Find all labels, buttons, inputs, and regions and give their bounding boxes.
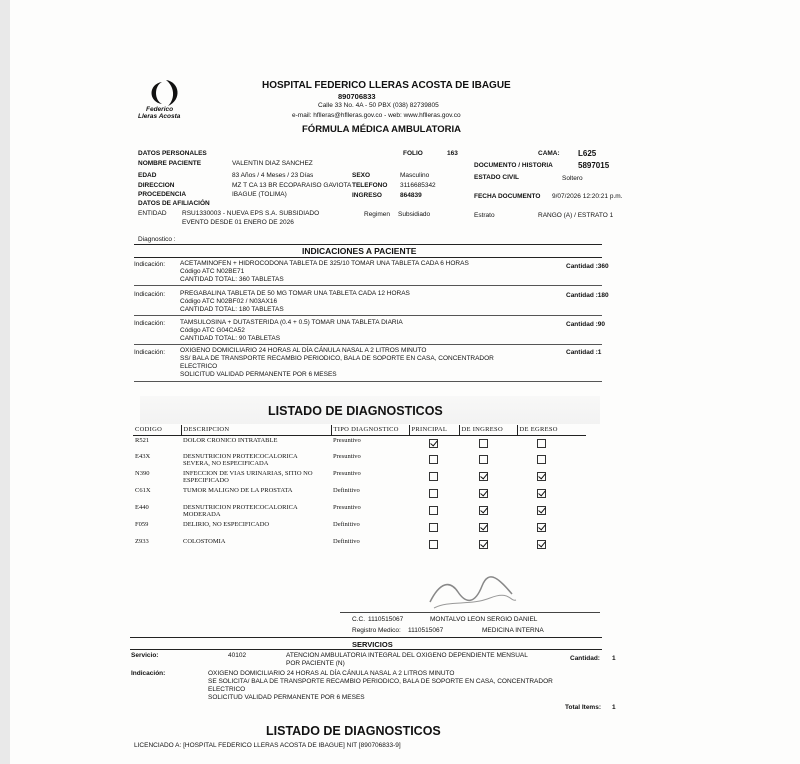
col-ingreso: DE INGRESO (459, 425, 517, 435)
egreso-checkbox[interactable] (537, 489, 546, 498)
servicio-ind-line3: ELECTRICO (208, 686, 246, 693)
indicaciones-title-rule (134, 257, 602, 258)
descripcion-cell (181, 520, 331, 537)
afiliacion-label: DATOS DE AFILIACIÓN (138, 200, 210, 207)
diagnostico-label: Diagnostico : (138, 236, 176, 243)
telefono-value: 3116685342 (400, 182, 436, 189)
servicio-ind-line2: SE SOLICITA/ BALA DE TRANSPORTE RECAMBIO PERIODICO, BALA DE SOPORTE EN CASA, CONCENTRADOR (208, 678, 553, 685)
servicio-indicacion-label: Indicación: (131, 670, 166, 677)
hospital-name: HOSPITAL FEDERICO LLERAS ACOSTA DE IBAGUE (262, 80, 511, 91)
col-codigo: CODIGO (133, 425, 181, 435)
egreso-cell (517, 435, 586, 452)
entidad-value-2: EVENTO DESDE 01 ENERO DE 2026 (182, 219, 294, 226)
tipo-cell: Presuntivo (333, 436, 361, 444)
tipo-cell: Presuntivo (333, 470, 361, 477)
principal-cell (409, 486, 459, 503)
principal-checkbox[interactable] (429, 506, 438, 515)
indicacion-label: Indicación: (134, 261, 166, 268)
servicio-label: Servicio: (131, 652, 159, 659)
egreso-cell (517, 452, 586, 469)
sexo-value: Masculino (400, 172, 430, 179)
signature-stamp (420, 572, 520, 614)
egreso-checkbox[interactable] (537, 455, 546, 464)
indicaciones-title: INDICACIONES A PACIENTE (302, 246, 417, 256)
fecha-value: 9/07/2026 12:20:21 p.m. (552, 193, 623, 200)
indicacion-divider (134, 285, 602, 286)
codigo-cell: E440 (135, 504, 149, 511)
descripcion-line1: DELIRIO, NO ESPECIFICADO (183, 521, 270, 528)
registro-value: 1110515067 (408, 627, 444, 634)
logo-text-line2: Lleras Acosta (138, 113, 181, 120)
fecha-label: FECHA DOCUMENTO (474, 193, 541, 200)
descripcion-cell (181, 435, 331, 452)
descripcion-line1: COLOSTOMIA (183, 538, 226, 545)
ingreso-label: INGRESO (352, 192, 382, 199)
principal-cell (409, 520, 459, 537)
principal-cell (409, 469, 459, 486)
indicacion-divider (134, 344, 602, 345)
entidad-label: ENTIDAD (138, 210, 167, 217)
ingreso-checkbox[interactable] (479, 540, 488, 549)
estado-civil-label: ESTADO CIVIL (474, 174, 520, 181)
table-row (133, 452, 586, 469)
egreso-checkbox[interactable] (537, 439, 546, 448)
datos-personales-label: DATOS PERSONALES (138, 150, 207, 157)
indicacion-cantidad: Cantidad :90 (566, 321, 606, 328)
servicios-top-rule (130, 637, 602, 638)
indicacion-line1: PREGABALINA TABLETA DE 50 MG TOMAR UNA TABLETA CADA 12 HORAS (180, 290, 410, 297)
descripcion-cell (181, 537, 331, 554)
codigo-cell: C61X (135, 487, 151, 494)
procedencia-label: PROCEDENCIA (138, 191, 187, 198)
ingreso-cell (459, 503, 517, 520)
table-row (133, 537, 586, 554)
principal-cell (409, 452, 459, 469)
total-items-label: Total Items: (565, 704, 601, 711)
egreso-checkbox[interactable] (537, 472, 546, 481)
ingreso-checkbox[interactable] (479, 489, 488, 498)
indicacion-divider (134, 315, 602, 316)
principal-checkbox[interactable] (429, 472, 438, 481)
egreso-checkbox[interactable] (537, 540, 546, 549)
descripcion-line2: MODERADA (183, 511, 221, 518)
ingreso-cell (459, 486, 517, 503)
ingreso-cell (459, 537, 517, 554)
indicacion-line1: ACETAMINOFEN + HIDROCODONA TABLETA DE 325/10 TOMAR UNA TABLETA CADA 6 HORAS (180, 260, 469, 267)
servicio-cantidad-value: 1 (612, 655, 616, 662)
diagnosticos-title: LISTADO DE DIAGNOSTICOS (268, 404, 443, 418)
folio-value: 163 (447, 150, 458, 157)
indicacion-line4: SOLICITUD VALIDAD PERMANENTE POR 6 MESES (180, 371, 337, 378)
footer-diagnosticos-title: LISTADO DE DIAGNOSTICOS (266, 724, 441, 738)
tipo-cell: Definitivo (333, 538, 360, 545)
edad-label: EDAD (138, 172, 157, 179)
descripcion-line2: SEVERA, NO ESPECIFICADA (183, 460, 269, 467)
indicacion-line2: Código ATC G04CA52 (180, 327, 245, 334)
egreso-cell (517, 486, 586, 503)
documento-label: DOCUMENTO / HISTORIA (474, 162, 553, 169)
col-egreso: DE EGRESO (517, 425, 586, 435)
estrato-label: Estrato (474, 212, 495, 219)
tipo-cell: Presuntivo (333, 453, 361, 460)
principal-checkbox[interactable] (429, 540, 438, 549)
indicacion-cantidad: Cantidad :1 (566, 349, 602, 356)
direccion-label: DIRECCION (138, 182, 175, 189)
descripcion-line1: INFECCION DE VIAS URINARIAS, SITIO NO (183, 470, 313, 477)
codigo-cell: Z933 (135, 538, 149, 545)
hospital-address: Calle 33 No. 4A - 50 PBX (038) 82739805 (318, 102, 439, 109)
descripcion-line1: DOLOR CRONICO INTRATABLE (183, 436, 278, 444)
signature-rule (340, 612, 600, 613)
ingreso-checkbox[interactable] (479, 523, 488, 532)
entidad-value-1: RSU1330003 - NUEVA EPS S.A. SUBSIDIADO (182, 210, 320, 217)
tipo-cell: Presuntivo (333, 504, 361, 511)
codigo-cell: R521 (135, 436, 150, 444)
principal-cell (409, 537, 459, 554)
codigo-cell: F059 (135, 521, 149, 528)
ingreso-cell (459, 469, 517, 486)
servicio-desc-1: ATENCION AMBULATORIA INTEGRAL DEL OXIGENO DEPENDIENTE MENSUAL (286, 652, 528, 659)
registro-label: Registro Medico: (352, 627, 401, 634)
egreso-cell (517, 469, 586, 486)
egreso-checkbox[interactable] (537, 523, 546, 532)
principal-cell (409, 435, 459, 452)
hospital-contact: e-mail: hflleras@hflleras.gov.co - web: www.hflleras.gov.co (292, 112, 461, 119)
codigo-cell: E43X (135, 453, 151, 460)
egreso-cell (517, 537, 586, 554)
indicacion-line2: SS/ BALA DE TRANSPORTE RECAMBIO PERIODICO, BALA DE SOPORTE EN CASA, CONCENTRADOR (180, 355, 494, 362)
ingreso-value: 864839 (400, 192, 422, 199)
descripcion-cell (181, 469, 331, 486)
egreso-cell (517, 503, 586, 520)
egreso-cell (517, 520, 586, 537)
documento-value: 5897015 (578, 161, 610, 170)
descripcion-line1: DESNUTRICION PROTEICOCALORICA (183, 504, 298, 511)
table-row (133, 503, 586, 520)
ingreso-checkbox[interactable] (479, 506, 488, 515)
folio-label: FOLIO (403, 150, 423, 157)
servicio-desc-2: POR PACIENTE (N) (286, 660, 345, 667)
ingreso-cell (459, 520, 517, 537)
col-tipo: TIPO DIAGNOSTICO (331, 425, 409, 435)
principal-checkbox[interactable] (429, 489, 438, 498)
direccion-value: MZ T CA 13 BR ECOPARAISO GAVIOTA (232, 182, 352, 189)
edad-value: 83 Años / 4 Meses / 23 Días (232, 172, 314, 179)
principal-checkbox[interactable] (429, 455, 438, 464)
descripcion-cell (181, 486, 331, 503)
indicacion-line3: CANTIDAD TOTAL: 180 TABLETAS (180, 306, 284, 313)
servicio-ind-line1: OXIGENO DOMICILIARIO 24 HORAS AL DÍA CÁNULA NASAL A 2 LITROS MINUTO (208, 670, 455, 677)
indicacion-cantidad: Cantidad :180 (566, 292, 609, 299)
hospital-nit: 890706833 (338, 92, 376, 101)
servicios-title-rule (130, 649, 602, 650)
logo-text-line1: Federico (146, 106, 174, 113)
indicacion-line1: TAMSULOSINA + DUTASTERIDA (0.4 + 0.5) TOMAR UNA TABLETA DIARIA (180, 319, 403, 326)
descripcion-cell (181, 452, 331, 469)
estrato-value: RANGO (A) / ESTRATO 1 (538, 212, 614, 219)
ingreso-cell (459, 452, 517, 469)
descripcion-line2: ESPECIFICADO (183, 477, 229, 484)
cc-label: C.C. (352, 616, 365, 623)
ingreso-checkbox[interactable] (479, 439, 488, 448)
indicacion-line2: Código ATC N02BE71 (180, 268, 245, 275)
egreso-checkbox[interactable] (537, 506, 546, 515)
nombre-value: VALENTIN DIAZ SANCHEZ (232, 160, 313, 167)
tipo-cell: Definitivo (333, 487, 360, 494)
regimen-label: Regimen (364, 211, 391, 218)
descripcion-cell (181, 503, 331, 520)
indicacion-label: Indicación: (134, 320, 166, 327)
especialidad: MEDICINA INTERNA (482, 627, 544, 634)
codigo-cell: N390 (135, 470, 150, 477)
cama-value: L625 (578, 149, 597, 158)
estado-civil-value: Soltero (562, 175, 583, 182)
ingreso-cell (459, 435, 517, 452)
tipo-cell: Definitivo (333, 521, 360, 528)
descripcion-line1: DESNUTRICION PROTEICOCALORICA (183, 453, 298, 460)
servicio-cantidad-label: Cantidad: (570, 655, 600, 662)
telefono-label: TELEFONO (352, 182, 388, 189)
diagnosticos-body (133, 435, 586, 554)
col-descripcion: DESCRIPCION (181, 425, 331, 435)
table-row (133, 520, 586, 537)
principal-cell (409, 503, 459, 520)
table-header-row (133, 425, 586, 435)
ingreso-checkbox[interactable] (479, 455, 488, 464)
descripcion-line1: TUMOR MALIGNO DE LA PROSTATA (183, 487, 293, 494)
indicacion-line3: ELECTRICO (180, 363, 218, 370)
principal-checkbox[interactable] (429, 439, 438, 448)
indicaciones-top-rule (134, 244, 602, 245)
indicacion-label: Indicación: (134, 349, 166, 356)
servicios-title: SERVICIOS (352, 640, 393, 649)
cc-value: 1110515067 (368, 616, 404, 623)
total-items-value: 1 (612, 704, 616, 711)
licencia-text: LICENCIADO A: [HOSPITAL FEDERICO LLERAS ACOSTA DE IBAGUE] NIT [890706833-9] (134, 742, 401, 749)
diagnosticos-table (133, 425, 586, 554)
table-row (133, 486, 586, 503)
medico-name: MONTALVO LEON SERGIO DANIEL (430, 616, 538, 623)
principal-checkbox[interactable] (429, 523, 438, 532)
sexo-label: SEXO (352, 172, 371, 179)
ingreso-checkbox[interactable] (479, 472, 488, 481)
indicacion-label: Indicación: (134, 291, 166, 298)
indicacion-cantidad: Cantidad :360 (566, 263, 609, 270)
servicio-code: 40102 (228, 652, 247, 659)
indicacion-line2: Código ATC N02BF02 / N03AX16 (180, 298, 278, 305)
scan-edge (0, 0, 10, 764)
indicacion-line3: CANTIDAD TOTAL: 90 TABLETAS (180, 335, 281, 342)
indicacion-divider (134, 381, 602, 382)
table-row (133, 469, 586, 486)
procedencia-value: IBAGUE (TOLIMA) (232, 191, 287, 198)
nombre-label: NOMBRE PACIENTE (138, 160, 202, 167)
indicacion-line3: CANTIDAD TOTAL: 360 TABLETAS (180, 276, 284, 283)
form-title: FÓRMULA MÉDICA AMBULATORIA (302, 124, 462, 135)
cama-label: CAMA: (538, 150, 560, 157)
table-row (133, 435, 586, 452)
col-principal: PRINCIPAL (409, 425, 459, 435)
regimen-value: Subsidiado (398, 211, 431, 218)
servicio-ind-line4: SOLICITUD VALIDAD PERMANENTE POR 6 MESES (208, 694, 365, 701)
indicacion-line1: OXIGENO DOMICILIARIO 24 HORAS AL DÍA CÁNULA NASAL A 2 LITROS MINUTO (180, 347, 427, 354)
